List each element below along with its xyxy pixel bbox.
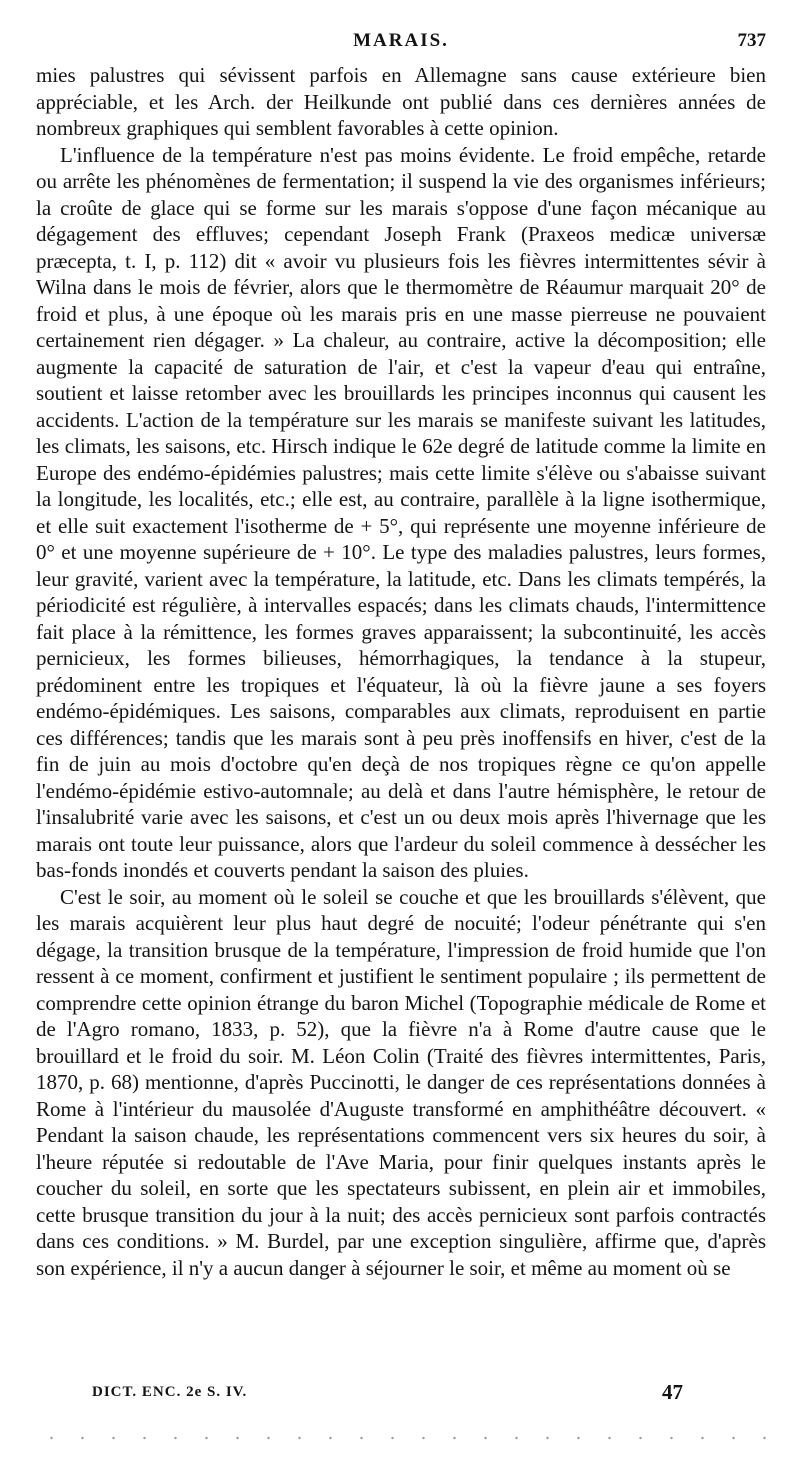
page-number: 737: [737, 30, 766, 51]
signature-mark: DICT. ENC. 2e S. IV.: [92, 1384, 248, 1400]
page-footer: [92, 1380, 708, 1408]
bottom-edge-dots: [36, 1436, 766, 1440]
page-header: [36, 30, 766, 56]
paragraph-continuation: mies palustres qui sévissent parfois en Allemagne sans cause extérieure bien appréciable, et les Arch. der Heilkunde ont publié dans ces dernières années de nombreux graphiques qui semblent favorables à cette opinion.: [36, 63, 766, 140]
body-text: [36, 62, 766, 1281]
running-head: MARAIS.: [353, 30, 449, 51]
paragraph-evening: C'est le soir, au moment où le soleil se couche et que les brouillards s'élèvent, que les marais acquièrent leur plus haut degré de nocuité; l'odeur pénétrante qui s'en dégage, la transition brusque de la température, l'impression de froid humide que l'on ressent à ce moment, confirment et justifient le sentiment populaire ; ils permettent de comprendre cette opinion étrange du baron Michel (Topographie médicale de Rome et de l'Agro romano, 1833, p. 52), que la fièvre n'a à Rome d'autre cause que le brouillard et le froid du soir. M. Léon Colin (Traité des fièvres intermittentes, Paris, 1870, p. 68) mentionne, d'après Puccinotti, le danger de ces représentations données à Rome à l'intérieur du mausolée d'Auguste transformé en amphithéâtre découvert. « Pendant la saison chaude, les représentations commencent vers six heures du soir, à l'heure réputée si redoutable de l'Ave Maria, pour finir quelques instants après le coucher du soleil, en sorte que les spectateurs subissent, en plein air et immobiles, cette brusque transition du jour à la nuit; des accès pernicieux sont parfois contractés dans ces conditions. » M. Burdel, par une exception singulière, affirme que, d'après son expérience, il n'y a aucun danger à séjourner le soir, et même au moment où se: [36, 884, 766, 1280]
signature-number: 47: [662, 1380, 683, 1404]
paragraph-temperature: L'influence de la température n'est pas moins évidente. Le froid empêche, retarde ou arrête les phénomènes de fermentation; il suspend la vie des organismes inférieurs; la croûte de glace qui se forme sur les marais s'oppose d'une façon mécanique au dégagement des effluves; cependant Joseph Frank (Praxeos medicæ universæ præcepta, t. I, p. 112) dit « avoir vu plusieurs fois les fièvres intermittentes sévir à Wilna dans le mois de février, alors que le thermomètre de Réaumur marquait 20° de froid et plus, à une époque où les marais pris en une masse pierreuse ne pouvaient certainement rien dégager. » La chaleur, au contraire, active la décomposition; elle augmente la capacité de saturation de l'air, et c'est la vapeur d'eau qui entraîne, soutient et laisse retomber avec les brouillards les principes inconnus qui causent les accidents. L'action de la température sur les marais se manifeste suivant les latitudes, les climats, les saisons, etc. Hirsch indique le 62e degré de latitude comme la limite en Europe des endémo-épidémies palustres; mais cette limite s'élève ou s'abaisse suivant la longitude, les localités, etc.; elle est, au contraire, parallèle à la ligne isothermique, et elle suit exactement l'isotherme de + 5°, qui représente une moyenne inférieure de 0° et une moyenne supérieure de + 10°. Le type des maladies palustres, leurs formes, leur gravité, varient avec la température, la latitude, etc. Dans les climats tempérés, la périodicité est régulière, à intervalles espacés; dans les climats chauds, l'intermittence fait place à la rémittence, les formes graves apparaissent; la subcontinuité, les accès pernicieux, les formes bilieuses, hémorrhagiques, la tendance à la stupeur, prédominent entre les tropiques et l'équateur, là où la fièvre jaune a ses foyers endémo-épidémiques. Les saisons, comparables aux climats, reproduisent en partie ces différences; tandis que les marais sont à peu près inoffensifs en hiver, c'est de la fin de juin au mois d'octobre qu'en deçà de nos tropiques règne ce qu'on appelle l'endémo-épidémie estivo-automnale; au delà et dans l'autre hémisphère, le retour de l'insalubrité varie avec les saisons, et c'est un ou deux mois après l'hivernage que les marais ont toute leur puissance, alors que l'ardeur du soleil commence à dessécher les bas-fonds inondés et couverts pendant la saison des pluies.: [36, 142, 766, 882]
